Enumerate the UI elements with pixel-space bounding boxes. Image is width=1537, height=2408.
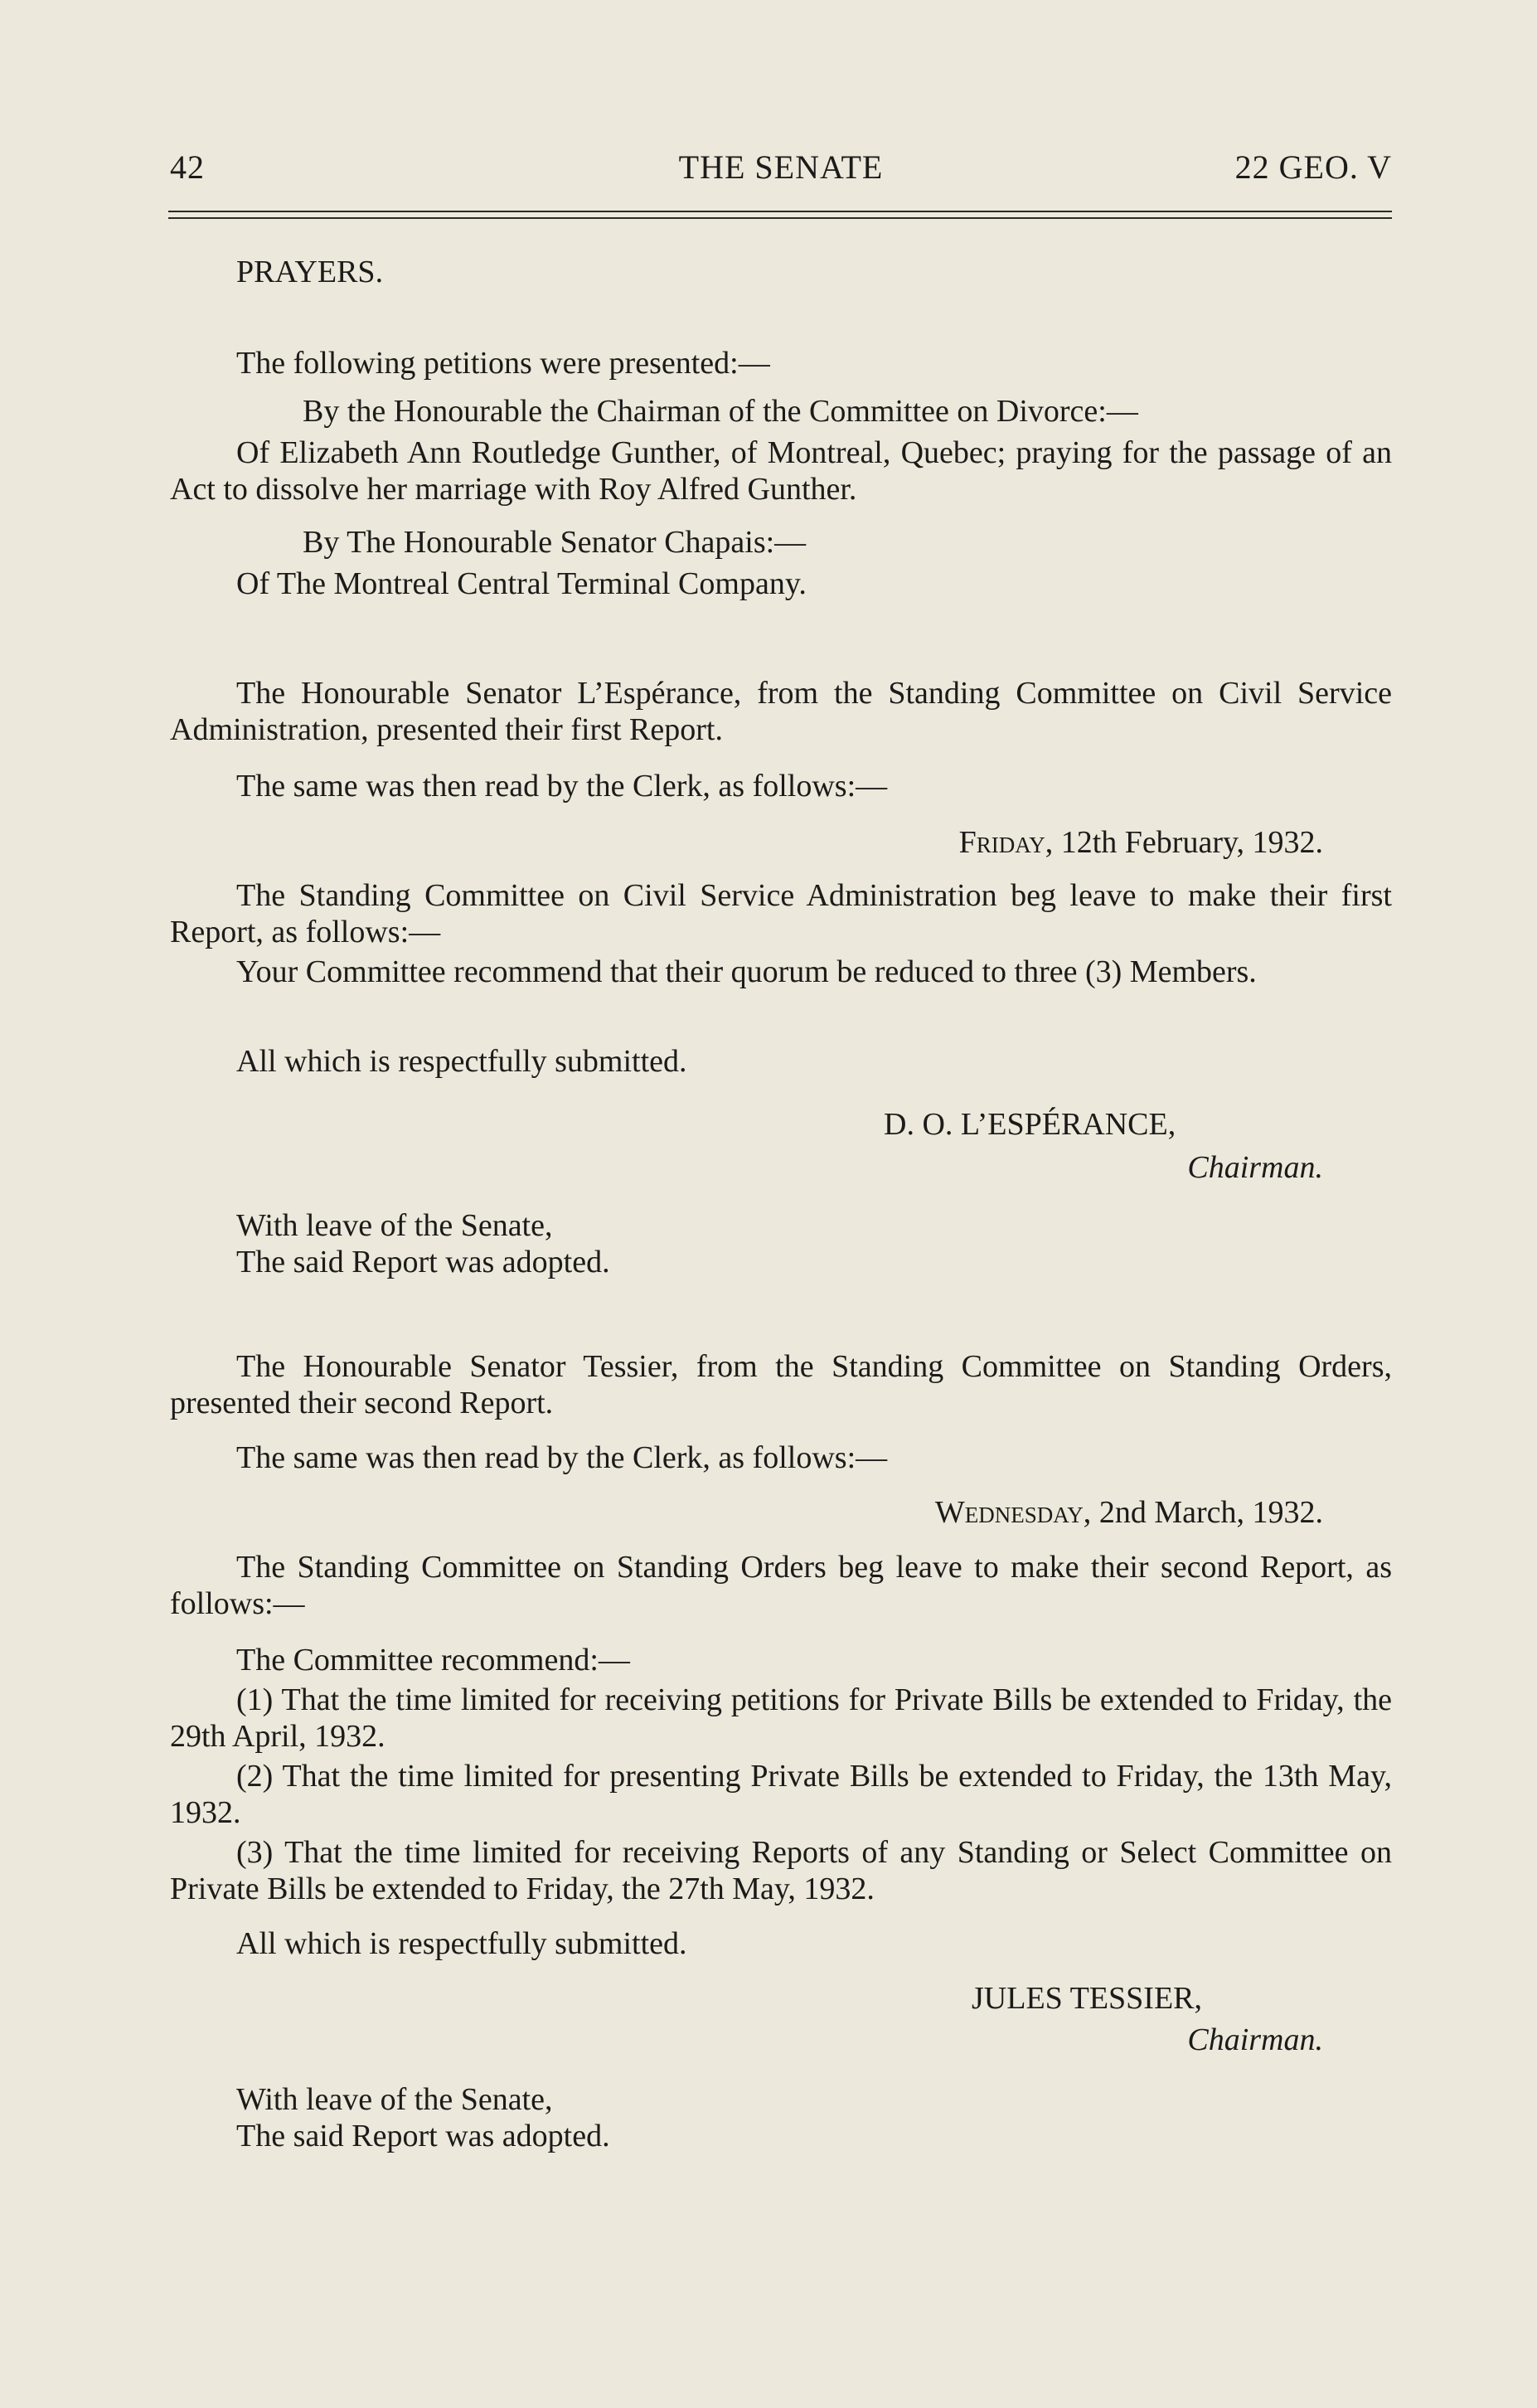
report-1-date: [170, 824, 1323, 861]
leave-1-a: With leave of the Senate,: [236, 1208, 553, 1243]
submitted-2: All which is respectfully submitted.: [236, 1926, 687, 1961]
report-2-recommend: The Committee recommend:—: [236, 1643, 630, 1677]
leave-1-b: The said Report was adopted.: [236, 1245, 610, 1279]
petition-gunther: Of Elizabeth Ann Routledge Gunther, of Montreal, Quebec; praying for the passage of an Act to dissolve her marriage with Roy Alfred Gunther.: [170, 435, 1392, 507]
petition-by-chairman: By the Honourable the Chairman of the Committee on Divorce:—: [303, 394, 1138, 429]
read-by-clerk-2: The same was then read by the Clerk, as follows:—: [236, 1440, 888, 1475]
report-2-item-3: (3) That the time limited for receiving Reports of any Standing or Select Committee on Private Bills be extended to Friday, the 27th May, 1932.: [170, 1835, 1392, 1906]
header-double-rule: [168, 211, 1392, 219]
read-by-clerk-1: The same was then read by the Clerk, as follows:—: [236, 769, 888, 803]
report-2-weekday: Wednesday,: [934, 1495, 1092, 1530]
report-2-date: [170, 1494, 1323, 1531]
lesperance-intro: The Honourable Senator L’Espérance, from the Standing Committee on Civil Service Administration, presented their first Report.: [170, 676, 1392, 747]
report-1-date-rest: 12th February, 1932.: [1053, 825, 1323, 860]
report-2-item-2: (2) That the time limited for presenting Private Bills be extended to Friday, the 13th May, 1932.: [170, 1759, 1392, 1830]
signature-2-name: JULES TESSIER,: [972, 1981, 1203, 2016]
leave-2-a: With leave of the Senate,: [236, 2082, 553, 2117]
regnal-year: 22 GEO. V: [1234, 148, 1392, 186]
petitions-intro: The following petitions were presented:—: [236, 346, 770, 381]
report-2-item-1: (1) That the time limited for receiving petitions for Private Bills be extended to Friday, the 29th April, 1932.: [170, 1682, 1392, 1754]
report-1-para-2: Your Committee recommend that their quorum be reduced to three (3) Members.: [236, 954, 1257, 989]
leave-2-b: The said Report was adopted.: [236, 2119, 610, 2153]
petition-by-chapais: By The Honourable Senator Chapais:—: [303, 525, 807, 560]
signature-2-title: Chairman.: [1187, 2022, 1323, 2057]
page-header: [170, 148, 1392, 189]
tessier-intro: The Honourable Senator Tessier, from the Standing Committee on Standing Orders, presented their second Report.: [170, 1349, 1392, 1420]
page-number: 42: [170, 148, 205, 186]
report-1-para-1: The Standing Committee on Civil Service Administration beg leave to make their first Report, as follows:—: [170, 878, 1392, 949]
running-title: THE SENATE: [678, 148, 884, 186]
report-2-date-rest: 2nd March, 1932.: [1091, 1495, 1323, 1530]
report-1-weekday: Friday,: [958, 825, 1054, 860]
submitted-1: All which is respectfully submitted.: [236, 1044, 687, 1079]
petition-terminal: Of The Montreal Central Terminal Company.: [236, 566, 807, 601]
report-2-para-1: The Standing Committee on Standing Orders beg leave to make their second Report, as follows:—: [170, 1550, 1392, 1621]
signature-1-name: D. O. L’ESPÉRANCE,: [884, 1107, 1176, 1142]
prayers-heading: PRAYERS.: [236, 255, 384, 289]
signature-1-title: Chairman.: [1187, 1150, 1323, 1185]
